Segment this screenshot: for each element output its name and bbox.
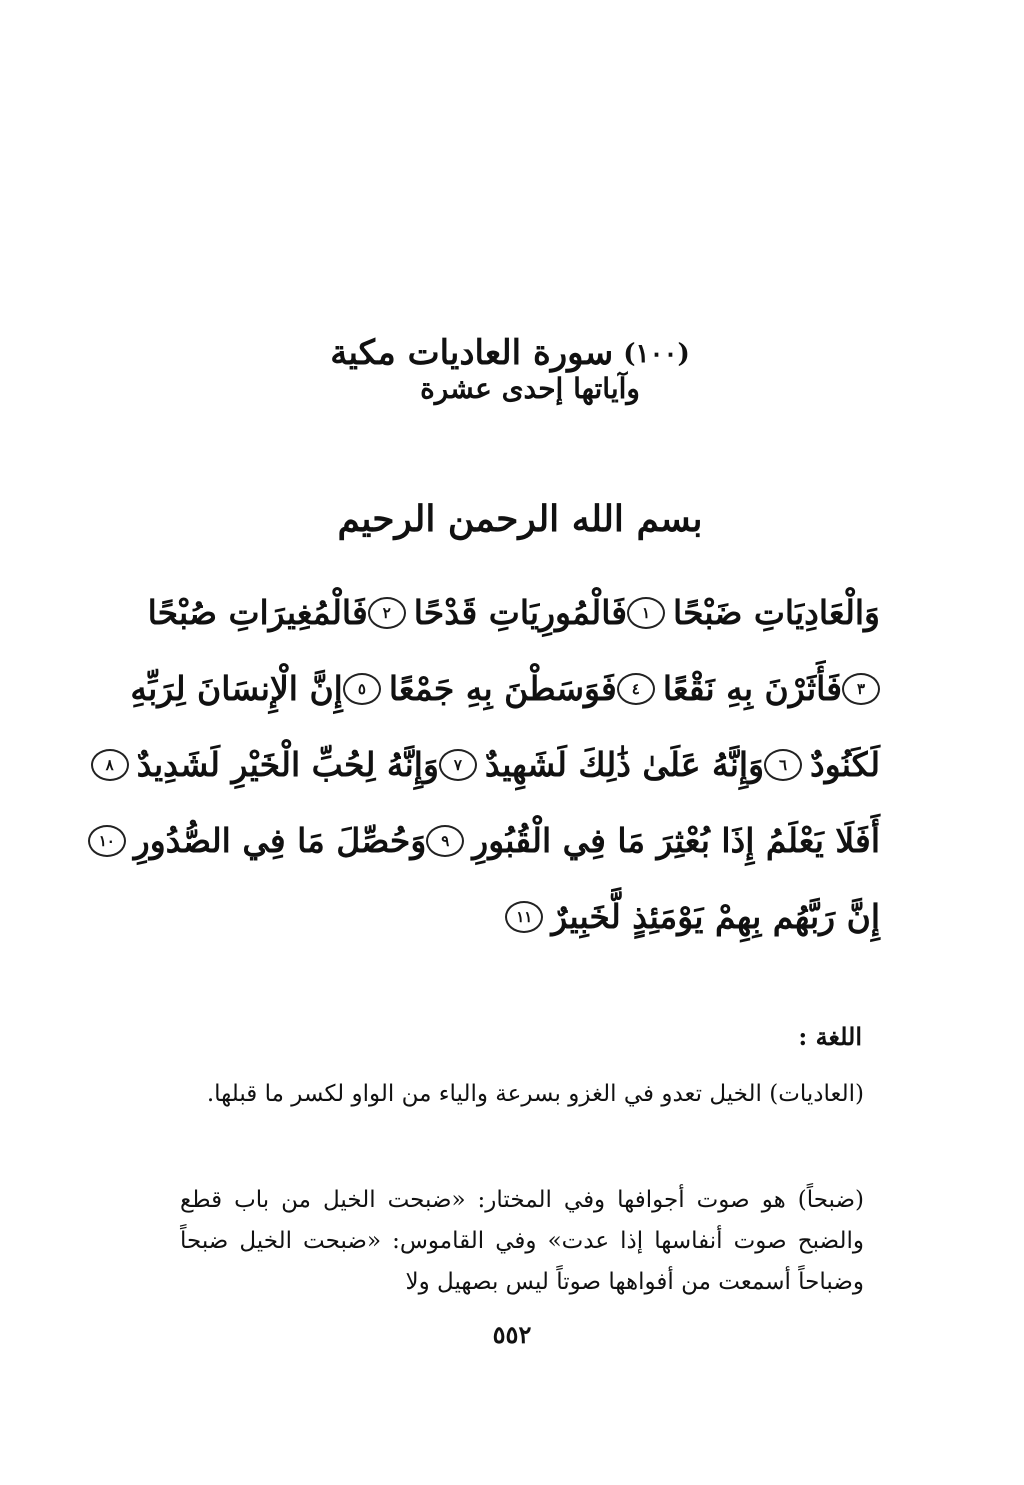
verse-segment: [426, 803, 880, 879]
verse-text: وَإِنَّهُ لِحُبِّ الْخَيْرِ لَشَدِيدٌ: [136, 745, 439, 784]
commentary-paragraph: (ضبحاً) هو صوت أجوافها وفي المختار: «ضبحت الخيل من باب قطع والضبح صوت أنفاسها إذا عدت» وفي القاموس: «ضبحت الخيل ضبحاً وضباحاً أسمعت من أفواهها صوتاً ليس بصهيل ولا: [180, 1187, 864, 1295]
verse-segment: [148, 575, 368, 651]
page-number: ٥٥٢: [492, 1320, 532, 1349]
verse-text: وَحُصِّلَ مَا فِي الصُّدُورِ: [133, 821, 427, 860]
verses-block: [98, 575, 880, 955]
basmala: بسم الله الرحمن الرحيم: [337, 498, 703, 540]
ayah-number-marker: ٥: [343, 673, 381, 705]
ayah-number-marker: ٧: [439, 749, 477, 781]
ayah-number-marker: ١: [627, 597, 665, 629]
verse-segment: [439, 727, 764, 803]
surah-subtitle: وآياتها إحدى عشرة: [420, 372, 640, 406]
ayah-number-marker: ٦: [764, 749, 802, 781]
verse-text: لَكَنُودٌ: [810, 745, 880, 784]
verse-line: [130, 651, 880, 727]
verse-segment: [764, 727, 880, 803]
ayah-number-marker: ٨: [91, 749, 129, 781]
verse-line: [160, 879, 880, 955]
verse-segment: [343, 651, 617, 727]
surah-title: سورة العاديات مكية: [330, 333, 614, 373]
verse-line: [105, 727, 880, 803]
verse-segment: [91, 727, 439, 803]
commentary-paragraph: (العاديات) الخيل تعدو في الغزو بسرعة والياء من الواو لكسر ما قبلها.: [206, 1081, 864, 1107]
verse-text: فَأَثَرْنَ بِهِ نَقْعًا: [662, 669, 842, 708]
verse-text: فَالْمُورِيَاتِ قَدْحًا: [413, 593, 628, 632]
ayah-number-marker: ١٠: [88, 825, 126, 857]
verse-segment: [368, 575, 627, 651]
verse-segment: [130, 651, 342, 727]
verse-text: إِنَّ الْإِنسَانَ لِرَبِّهِ: [130, 669, 343, 708]
verse-text: أَفَلَا يَعْلَمُ إِذَا بُعْثِرَ مَا فِي الْقُبُورِ: [472, 821, 880, 860]
verse-text: فَالْمُغِيرَاتِ صُبْحًا: [147, 593, 368, 632]
verse-text: وَالْعَادِيَاتِ ضَبْحًا: [673, 593, 880, 632]
verse-segment: [842, 673, 880, 705]
verse-line: [98, 803, 880, 879]
section-heading: اللغة :: [798, 1022, 862, 1051]
verse-text: إِنَّ رَبَّهُم بِهِمْ يَوْمَئِذٍ لَّخَبِيرٌ: [551, 897, 880, 936]
ayah-number-marker: ٤: [617, 673, 655, 705]
verse-segment: [505, 879, 880, 955]
verse-text: وَإِنَّهُ عَلَىٰ ذَٰلِكَ لَشَهِيدٌ: [484, 745, 765, 784]
verse-segment: [88, 803, 426, 879]
surah-number: (١٠٠): [623, 338, 690, 369]
verse-line: [147, 575, 880, 651]
verse-text: فَوَسَطْنَ بِهِ جَمْعًا: [388, 669, 617, 708]
ayah-number-marker: ٢: [368, 597, 406, 629]
surah-header: [330, 335, 690, 405]
ayah-number-marker: ١١: [505, 901, 543, 933]
ayah-number-marker: ٣: [842, 673, 880, 705]
verse-segment: [617, 651, 842, 727]
surah-title-row: [330, 335, 690, 372]
verse-segment: [627, 575, 880, 651]
ayah-number-marker: ٩: [426, 825, 464, 857]
